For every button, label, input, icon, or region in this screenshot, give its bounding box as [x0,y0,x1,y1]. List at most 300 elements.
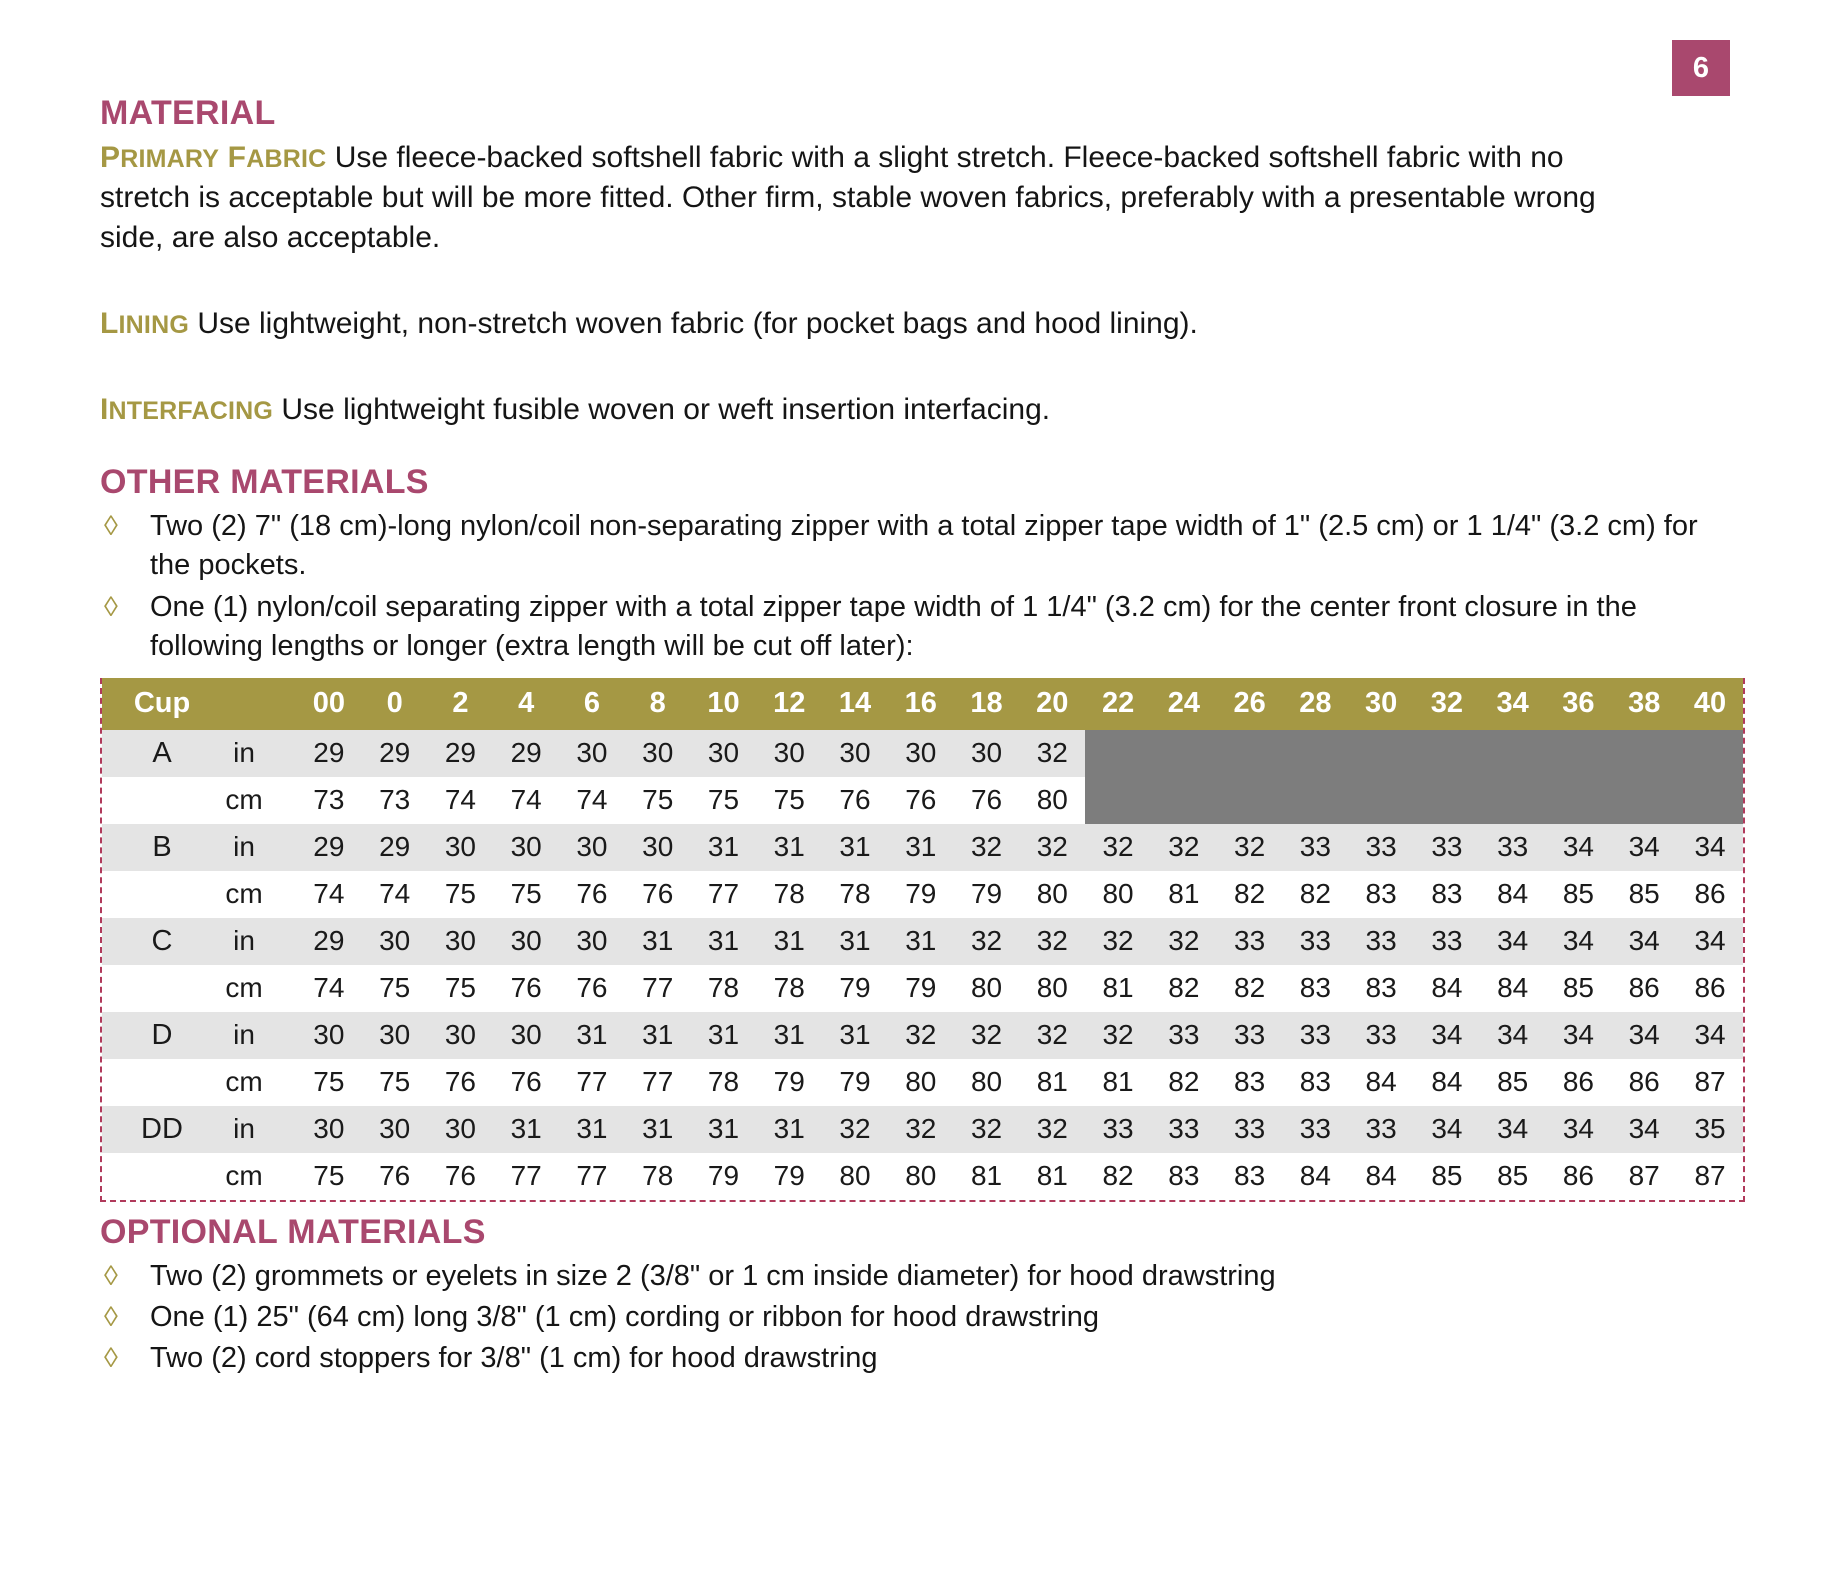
data-cell: 31 [756,918,822,965]
table-row [102,777,1743,824]
cup-size-cell [102,1059,210,1106]
data-cell: 33 [1217,1106,1283,1153]
cup-size-cell [102,965,210,1012]
interfacing-paragraph [100,390,1645,430]
data-cell: 30 [691,730,757,777]
data-cell: 33 [1217,1012,1283,1059]
data-cell: 32 [1019,824,1085,871]
data-cell: 32 [1085,918,1151,965]
data-cell: 85 [1546,965,1612,1012]
data-cell: 80 [954,1059,1020,1106]
data-cell: 81 [1085,1059,1151,1106]
data-cell: 75 [428,965,494,1012]
data-cell: 84 [1348,1153,1414,1200]
data-cell: 83 [1282,1059,1348,1106]
list-item-label: Two (2) grommets or eyelets in size 2 (3/8" or 1 cm inside diameter) for hood drawstring [150,1260,1276,1293]
data-cell [1480,730,1546,777]
data-cell [1677,777,1743,824]
data-cell: 32 [954,824,1020,871]
data-cell: 76 [822,777,888,824]
data-cell: 82 [1151,1059,1217,1106]
table-header-size-4: 4 [493,678,559,730]
data-cell [1414,777,1480,824]
lining-text: Use lightweight, non-stretch woven fabric (for pocket bags and hood lining). [197,307,1198,341]
data-cell: 34 [1677,1012,1743,1059]
data-cell: 79 [822,1059,888,1106]
data-cell: 79 [822,965,888,1012]
table-row [102,1153,1743,1200]
table-row [102,824,1743,871]
data-cell: 79 [691,1153,757,1200]
data-cell: 80 [822,1153,888,1200]
spacer [100,352,1740,390]
primary-fabric-label: PRIMARY FABRIC [100,141,327,175]
data-cell [1151,777,1217,824]
data-cell: 85 [1611,871,1677,918]
data-cell: 33 [1151,1106,1217,1153]
data-cell: 30 [625,730,691,777]
data-cell: 30 [822,730,888,777]
data-cell: 79 [888,965,954,1012]
data-cell: 31 [756,1012,822,1059]
data-cell: 86 [1546,1153,1612,1200]
data-cell: 32 [888,1106,954,1153]
other-materials-heading: OTHER MATERIALS [100,462,429,501]
data-cell: 77 [559,1153,625,1200]
data-cell: 29 [296,918,362,965]
data-cell: 30 [428,824,494,871]
data-cell: 76 [559,965,625,1012]
data-cell: 29 [493,730,559,777]
data-cell: 33 [1282,918,1348,965]
data-cell: 29 [296,824,362,871]
page-content [100,95,1740,1381]
data-cell [1282,730,1348,777]
table-header-size-28: 28 [1282,678,1348,730]
data-cell: 30 [362,1106,428,1153]
data-cell [1414,730,1480,777]
table-header-size-26: 26 [1217,678,1283,730]
data-cell: 80 [888,1153,954,1200]
diamond-bullet-icon: ◊ [104,590,118,622]
data-cell [1217,777,1283,824]
data-cell: 75 [493,871,559,918]
data-cell: 31 [625,918,691,965]
data-cell: 81 [954,1153,1020,1200]
table-header-row [102,678,1743,730]
data-cell: 30 [559,824,625,871]
data-cell: 32 [1151,918,1217,965]
table-row [102,730,1743,777]
data-cell: 86 [1611,965,1677,1012]
table-header-size-40: 40 [1677,678,1743,730]
table-header-unit [210,678,296,730]
data-cell: 33 [1348,1012,1414,1059]
data-cell: 82 [1151,965,1217,1012]
data-cell: 86 [1546,1059,1612,1106]
data-cell: 33 [1348,918,1414,965]
data-cell: 32 [1217,824,1283,871]
lining-label: LINING [100,307,189,341]
data-cell: 74 [296,871,362,918]
data-cell [1348,730,1414,777]
data-cell: 32 [954,918,1020,965]
unit-cell: in [210,1106,296,1153]
data-cell: 84 [1480,871,1546,918]
data-cell: 74 [296,965,362,1012]
data-cell: 75 [691,777,757,824]
table-header-size-2: 2 [428,678,494,730]
list-item [100,1257,1740,1296]
data-cell: 77 [625,965,691,1012]
list-item [100,507,1740,585]
table-header-size-10: 10 [691,678,757,730]
data-cell [1085,730,1151,777]
data-cell: 85 [1546,871,1612,918]
data-cell: 31 [756,1106,822,1153]
data-cell: 31 [691,1106,757,1153]
cup-size-cell [102,1153,210,1200]
data-cell [1611,730,1677,777]
data-cell: 77 [691,871,757,918]
data-cell: 83 [1217,1153,1283,1200]
data-cell: 31 [822,1012,888,1059]
data-cell: 78 [756,871,822,918]
data-cell: 81 [1019,1153,1085,1200]
data-cell: 85 [1414,1153,1480,1200]
data-cell: 33 [1480,824,1546,871]
table-header-size-24: 24 [1151,678,1217,730]
data-cell: 75 [625,777,691,824]
data-cell: 30 [625,824,691,871]
data-cell: 30 [493,824,559,871]
data-cell: 34 [1546,824,1612,871]
spacer [100,1202,1740,1214]
primary-fabric-text: Use fleece-backed softshell fabric with a slight stretch. Fleece-backed softshell fabric with no stretch is acceptable but will be more fitted. Other firm, stable woven fabrics, preferably with a presentable wrong side, are also acceptable. [100,141,1596,255]
data-cell: 34 [1414,1106,1480,1153]
diamond-bullet-icon: ◊ [104,1301,118,1333]
data-cell: 32 [1151,824,1217,871]
data-cell: 83 [1348,965,1414,1012]
data-cell: 32 [1019,1012,1085,1059]
data-cell: 33 [1085,1106,1151,1153]
data-cell: 32 [1085,824,1151,871]
diamond-bullet-icon: ◊ [104,1342,118,1374]
data-cell [1677,730,1743,777]
data-cell: 80 [1085,871,1151,918]
table-header-size-32: 32 [1414,678,1480,730]
data-cell: 32 [1019,730,1085,777]
table-header-size-16: 16 [888,678,954,730]
table-header-size-34: 34 [1480,678,1546,730]
data-cell: 31 [559,1012,625,1059]
table-head [102,678,1743,730]
cup-size-cell: C [102,918,210,965]
data-cell: 34 [1611,824,1677,871]
data-cell: 81 [1085,965,1151,1012]
data-cell: 31 [559,1106,625,1153]
data-cell: 30 [362,918,428,965]
data-cell: 84 [1414,1059,1480,1106]
other-materials-list [100,507,1740,666]
data-cell: 81 [1151,871,1217,918]
spacer [100,266,1740,304]
data-cell: 85 [1480,1059,1546,1106]
data-cell [1151,730,1217,777]
data-cell: 33 [1217,918,1283,965]
data-cell: 30 [428,1012,494,1059]
data-cell: 76 [493,1059,559,1106]
table-row [102,1059,1743,1106]
optional-materials-heading: OPTIONAL MATERIALS [100,1212,486,1251]
data-cell: 78 [691,1059,757,1106]
data-cell: 34 [1480,1106,1546,1153]
list-item [100,1339,1740,1378]
list-item-label: One (1) 25" (64 cm) long 3/8" (1 cm) cording or ribbon for hood drawstring [150,1301,1100,1334]
data-cell: 86 [1677,965,1743,1012]
data-cell: 87 [1677,1153,1743,1200]
cup-size-cell: D [102,1012,210,1059]
data-cell: 34 [1611,918,1677,965]
table-header-size-0: 0 [362,678,428,730]
unit-cell: in [210,824,296,871]
data-cell: 75 [296,1059,362,1106]
data-cell: 30 [428,1106,494,1153]
list-item-label: Two (2) 7" (18 cm)-long nylon/coil non-separating zipper with a total zipper tape width of 1" (2.5 cm) or 1 1/4" (3.2 cm) for the pockets. [150,510,1698,582]
data-cell: 30 [888,730,954,777]
data-cell: 79 [756,1153,822,1200]
data-cell: 31 [493,1106,559,1153]
material-heading: MATERIAL [100,94,276,132]
data-cell: 34 [1677,824,1743,871]
data-cell: 74 [428,777,494,824]
data-cell: 87 [1611,1153,1677,1200]
table-header-size-38: 38 [1611,678,1677,730]
data-cell [1546,777,1612,824]
data-cell: 30 [756,730,822,777]
data-cell: 30 [428,918,494,965]
data-cell: 83 [1414,871,1480,918]
data-cell: 80 [888,1059,954,1106]
primary-fabric-paragraph [100,138,1645,258]
data-cell: 83 [1217,1059,1283,1106]
data-cell: 73 [296,777,362,824]
interfacing-label: INTERFACING [100,392,274,426]
cup-size-cell [102,871,210,918]
data-cell: 82 [1282,871,1348,918]
data-cell: 29 [362,730,428,777]
data-cell: 79 [888,871,954,918]
table-header-size-6: 6 [559,678,625,730]
table-row [102,1012,1743,1059]
table-header-size-30: 30 [1348,678,1414,730]
table-row [102,1106,1743,1153]
data-cell: 84 [1414,965,1480,1012]
optional-materials-list [100,1257,1740,1378]
data-cell: 76 [362,1153,428,1200]
data-cell: 76 [493,965,559,1012]
data-cell: 32 [888,1012,954,1059]
data-cell: 82 [1217,871,1283,918]
data-cell: 33 [1348,1106,1414,1153]
data-cell: 77 [493,1153,559,1200]
data-cell: 31 [625,1106,691,1153]
data-cell: 31 [691,1012,757,1059]
data-cell: 77 [559,1059,625,1106]
data-cell [1611,777,1677,824]
data-cell: 74 [493,777,559,824]
data-cell: 34 [1480,1012,1546,1059]
table-row [102,918,1743,965]
data-cell: 32 [1085,1012,1151,1059]
data-cell: 76 [428,1153,494,1200]
data-cell: 84 [1480,965,1546,1012]
data-cell: 33 [1282,824,1348,871]
data-cell: 85 [1480,1153,1546,1200]
data-cell: 31 [822,918,888,965]
data-cell [1348,777,1414,824]
table-header-size-20: 20 [1019,678,1085,730]
data-cell: 75 [362,1059,428,1106]
table-header-size-14: 14 [822,678,888,730]
unit-cell: cm [210,871,296,918]
data-cell: 76 [428,1059,494,1106]
data-cell: 32 [1019,918,1085,965]
data-cell: 80 [1019,965,1085,1012]
data-cell: 33 [1282,1106,1348,1153]
table-header-size-18: 18 [954,678,1020,730]
data-cell: 32 [954,1106,1020,1153]
data-cell: 81 [1019,1059,1085,1106]
data-cell: 76 [625,871,691,918]
data-cell: 77 [625,1059,691,1106]
unit-cell: cm [210,777,296,824]
data-cell: 75 [362,965,428,1012]
data-cell: 73 [362,777,428,824]
data-cell: 83 [1348,871,1414,918]
data-cell: 29 [296,730,362,777]
data-cell: 31 [625,1012,691,1059]
data-cell: 29 [428,730,494,777]
data-cell: 30 [493,918,559,965]
data-cell: 31 [888,918,954,965]
data-cell: 78 [625,1153,691,1200]
spacer [100,438,1740,464]
data-cell: 75 [296,1153,362,1200]
data-cell: 34 [1611,1106,1677,1153]
data-cell: 80 [1019,871,1085,918]
data-cell: 79 [954,871,1020,918]
data-cell: 76 [954,777,1020,824]
data-cell: 87 [1677,1059,1743,1106]
table-header-size-36: 36 [1546,678,1612,730]
data-cell: 78 [822,871,888,918]
data-cell: 78 [691,965,757,1012]
list-item [100,1298,1740,1337]
page-number: 6 [1692,51,1710,84]
data-cell: 31 [691,824,757,871]
data-cell: 82 [1085,1153,1151,1200]
interfacing-text: Use lightweight fusible woven or weft insertion interfacing. [281,392,1051,426]
data-cell [1282,777,1348,824]
list-item-label: One (1) nylon/coil separating zipper with a total zipper tape width of 1 1/4" (3.2 cm) for the center front closure in the following lengths or longer (extra length will be cut off later): [150,590,1637,662]
data-cell: 34 [1546,1106,1612,1153]
data-cell: 30 [362,1012,428,1059]
zipper-length-table [102,678,1743,1200]
data-cell: 30 [296,1106,362,1153]
data-cell: 84 [1348,1059,1414,1106]
unit-cell: in [210,1012,296,1059]
data-cell: 31 [822,824,888,871]
unit-cell: cm [210,965,296,1012]
data-cell: 84 [1282,1153,1348,1200]
lining-paragraph [100,304,1645,344]
table-header-size-12: 12 [756,678,822,730]
data-cell: 76 [559,871,625,918]
data-cell: 83 [1151,1153,1217,1200]
unit-cell: in [210,918,296,965]
data-cell: 35 [1677,1106,1743,1153]
data-cell [1217,730,1283,777]
data-cell: 75 [428,871,494,918]
data-cell: 29 [362,824,428,871]
data-cell: 74 [559,777,625,824]
list-item [100,588,1740,666]
cup-size-cell: DD [102,1106,210,1153]
data-cell: 82 [1217,965,1283,1012]
data-cell: 33 [1282,1012,1348,1059]
data-cell: 34 [1546,918,1612,965]
table-header-size-22: 22 [1085,678,1151,730]
data-cell: 75 [756,777,822,824]
data-cell: 32 [1019,1106,1085,1153]
data-cell: 83 [1282,965,1348,1012]
unit-cell: cm [210,1153,296,1200]
unit-cell: in [210,730,296,777]
data-cell: 34 [1546,1012,1612,1059]
data-cell: 34 [1611,1012,1677,1059]
data-cell: 80 [954,965,1020,1012]
diamond-bullet-icon: ◊ [104,1260,118,1292]
data-cell: 30 [954,730,1020,777]
table-body [102,730,1743,1200]
data-cell: 30 [296,1012,362,1059]
data-cell: 79 [756,1059,822,1106]
cup-size-cell: A [102,730,210,777]
data-cell: 34 [1480,918,1546,965]
data-cell: 31 [756,824,822,871]
data-cell: 31 [691,918,757,965]
data-cell [1480,777,1546,824]
data-cell: 30 [493,1012,559,1059]
table-row [102,965,1743,1012]
data-cell: 33 [1414,824,1480,871]
page-number-badge [1672,40,1730,96]
cup-size-cell: B [102,824,210,871]
data-cell: 86 [1611,1059,1677,1106]
cup-size-cell [102,777,210,824]
list-item-label: Two (2) cord stoppers for 3/8" (1 cm) for hood drawstring [150,1342,878,1375]
unit-cell: cm [210,1059,296,1106]
data-cell: 32 [822,1106,888,1153]
data-cell: 33 [1151,1012,1217,1059]
table-header-size-00: 00 [296,678,362,730]
diamond-bullet-icon: ◊ [104,510,118,542]
data-cell: 30 [559,730,625,777]
table-row [102,871,1743,918]
data-cell: 86 [1677,871,1743,918]
zipper-length-table-container [100,678,1745,1202]
